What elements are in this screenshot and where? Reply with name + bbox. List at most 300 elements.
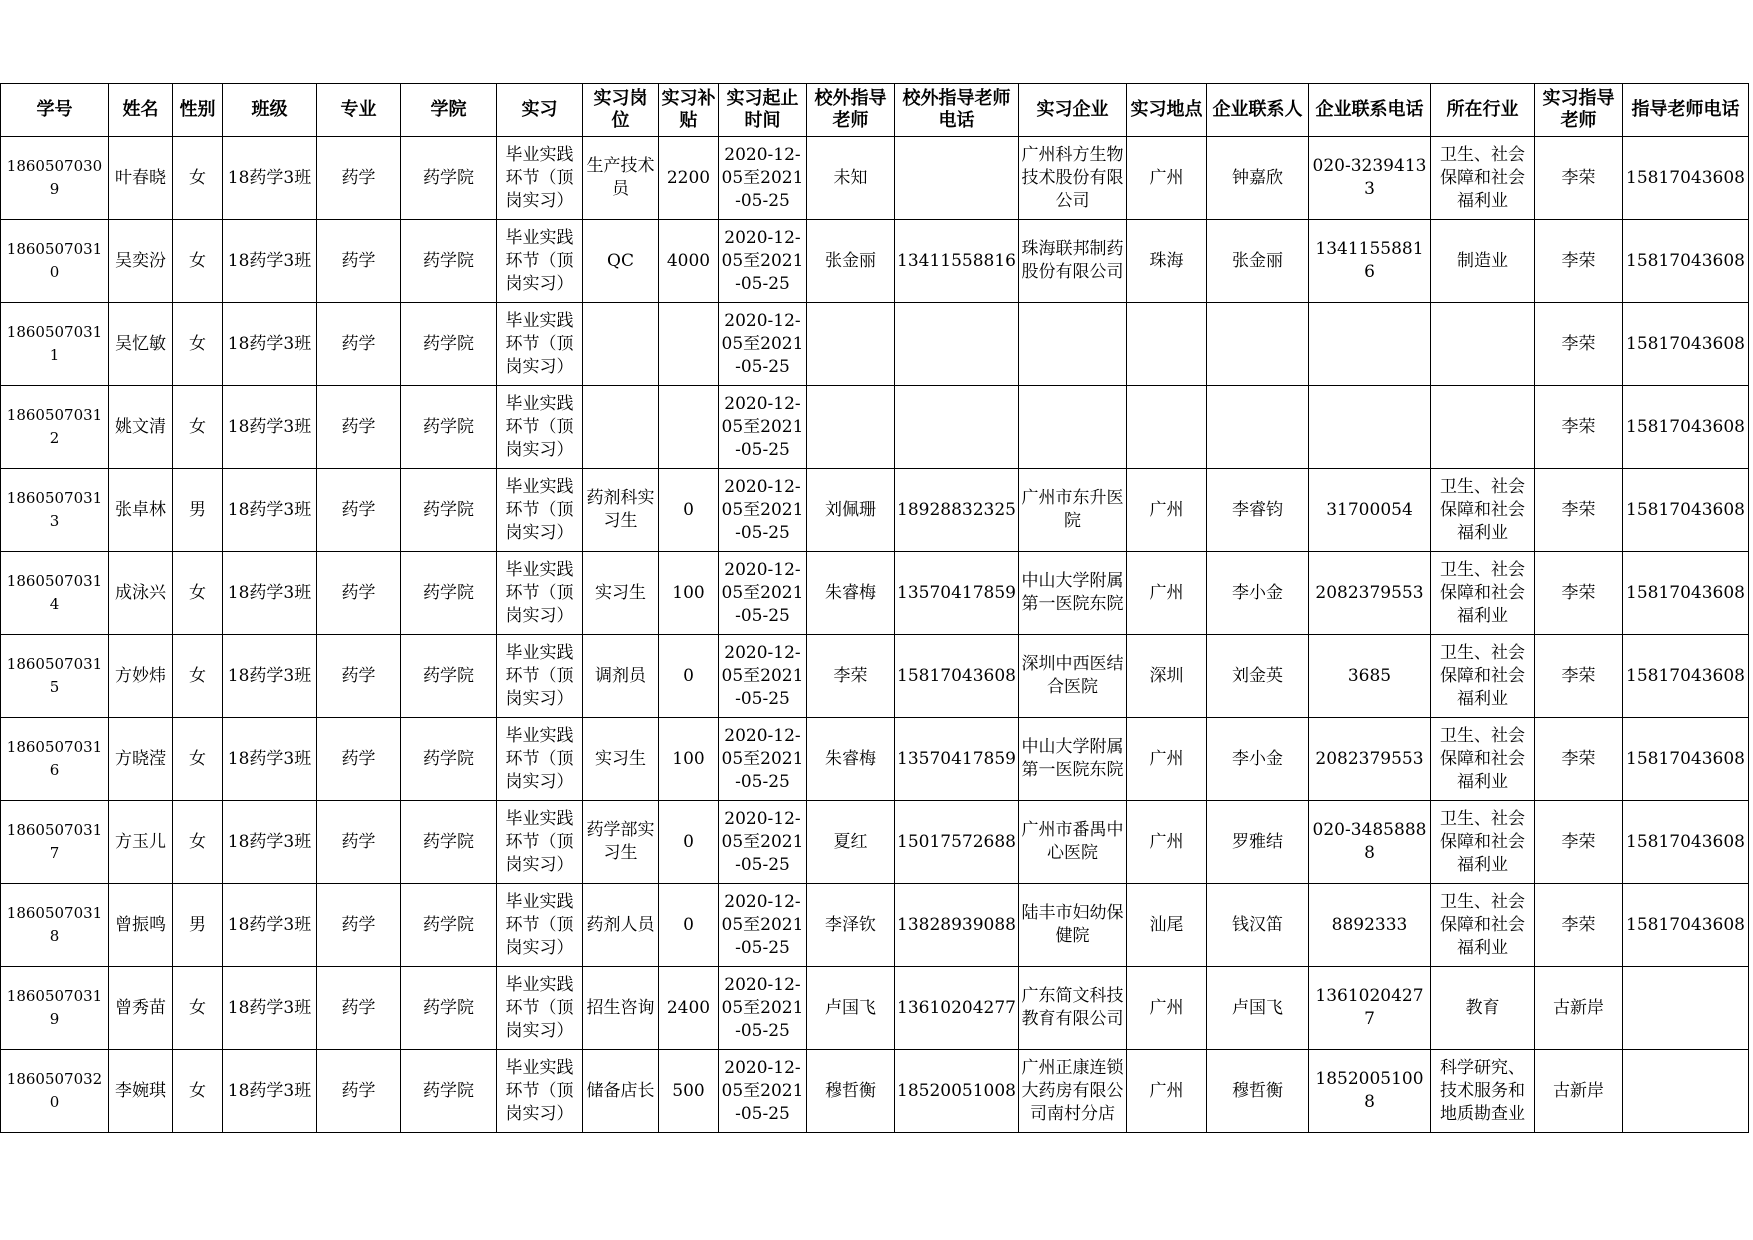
- table-cell: [173, 386, 223, 469]
- table-cell: [583, 801, 659, 884]
- table-cell: [1207, 137, 1309, 220]
- cell-text: 张金丽: [825, 250, 876, 271]
- cell-text: 李荣: [833, 665, 868, 686]
- table-cell: [659, 884, 719, 967]
- table-cell: [317, 801, 401, 884]
- cell-text: 15817043608: [1626, 167, 1745, 188]
- cell-text: 18药学3班: [227, 997, 312, 1018]
- cell-text: 2082379553: [1315, 748, 1424, 769]
- table-cell: [719, 137, 807, 220]
- cell-text: 18药学3班: [227, 665, 312, 686]
- table-cell: [1019, 469, 1127, 552]
- table-cell: [807, 552, 895, 635]
- cell-text: 15817043608: [1626, 665, 1745, 686]
- table-cell: [109, 967, 173, 1050]
- cell-text: 毕业实践环节（顶岗实习）: [505, 559, 574, 626]
- table-cell: [1535, 801, 1623, 884]
- table-cell: [497, 718, 583, 801]
- table-cell: [1, 635, 109, 718]
- table-cell: [1431, 635, 1535, 718]
- table-cell: [1309, 718, 1431, 801]
- table-cell: [1, 220, 109, 303]
- table-cell: [1309, 635, 1431, 718]
- internship-table: [0, 83, 1749, 1133]
- cell-text: 穆哲衡: [1232, 1080, 1283, 1101]
- column-header: 实习企业: [1019, 84, 1127, 137]
- table-cell: [1623, 386, 1749, 469]
- column-header: 学号: [1, 84, 109, 137]
- table-cell: [109, 884, 173, 967]
- table-cell: [1309, 884, 1431, 967]
- cell-text: 18605070317: [6, 821, 103, 862]
- cell-text: 广州科方生物技术股份有限公司: [1021, 144, 1124, 211]
- table-header: [1, 84, 1749, 137]
- cell-text: 18520051008: [897, 1080, 1016, 1101]
- table-cell: [1535, 137, 1623, 220]
- table-cell: [1019, 552, 1127, 635]
- table-cell: [317, 967, 401, 1050]
- cell-text: 药学: [341, 499, 376, 520]
- cell-text: 18520051008: [1315, 1069, 1424, 1112]
- table-cell: [1019, 967, 1127, 1050]
- cell-text: 药学: [341, 665, 376, 686]
- table-cell: [1, 884, 109, 967]
- table-cell: [1207, 635, 1309, 718]
- table-cell: [583, 137, 659, 220]
- table-cell: [1207, 1050, 1309, 1133]
- cell-text: 广州: [1149, 997, 1184, 1018]
- table-cell: [1019, 303, 1127, 386]
- table-cell: [719, 220, 807, 303]
- table-cell: [109, 386, 173, 469]
- table-cell: [401, 635, 497, 718]
- table-cell: [895, 552, 1019, 635]
- column-header: 企业联系电话: [1309, 84, 1431, 137]
- cell-text: 男: [189, 914, 206, 935]
- table-cell: [1207, 303, 1309, 386]
- table-cell: [807, 220, 895, 303]
- table-cell: [109, 1050, 173, 1133]
- table-cell: [895, 137, 1019, 220]
- table-body: [1, 137, 1749, 1133]
- cell-text: 教育: [1465, 997, 1500, 1018]
- cell-text: 2020-12-05至2021-05-25: [721, 310, 804, 377]
- table-cell: [659, 137, 719, 220]
- cell-text: 毕业实践环节（顶岗实习）: [505, 476, 574, 543]
- table-cell: [317, 635, 401, 718]
- cell-text: 15817043608: [1626, 831, 1745, 852]
- cell-text: 女: [189, 582, 206, 603]
- table-cell: [1, 137, 109, 220]
- table-cell: [223, 137, 317, 220]
- table-cell: [317, 718, 401, 801]
- cell-text: 药学: [341, 167, 376, 188]
- table-cell: [583, 552, 659, 635]
- cell-text: 吴忆敏: [115, 333, 166, 354]
- column-header: 实习岗位: [583, 84, 659, 137]
- table-cell: [1309, 469, 1431, 552]
- table-cell: [1, 386, 109, 469]
- table-cell: [223, 469, 317, 552]
- cell-text: 毕业实践环节（顶岗实习）: [505, 393, 574, 460]
- cell-text: 18605070320: [6, 1070, 103, 1111]
- table-cell: [1207, 884, 1309, 967]
- cell-text: 18药学3班: [227, 1080, 312, 1101]
- table-cell: [1127, 1050, 1207, 1133]
- cell-text: 女: [189, 748, 206, 769]
- column-header: 专业: [317, 84, 401, 137]
- cell-text: 18605070316: [6, 738, 103, 779]
- table-cell: [317, 884, 401, 967]
- table-cell: [807, 967, 895, 1050]
- table-cell: [173, 718, 223, 801]
- table-cell: [497, 801, 583, 884]
- cell-text: 13411558816: [1315, 239, 1424, 282]
- table-cell: [497, 635, 583, 718]
- cell-text: 药剂人员: [586, 914, 655, 935]
- table-cell: [1535, 220, 1623, 303]
- table-cell: [1127, 635, 1207, 718]
- table-cell: [497, 469, 583, 552]
- cell-text: 李荣: [1561, 416, 1596, 437]
- cell-text: 毕业实践环节（顶岗实习）: [505, 227, 574, 294]
- cell-text: 药学: [341, 1080, 376, 1101]
- cell-text: 15817043608: [897, 665, 1016, 686]
- cell-text: 卫生、社会保障和社会福利业: [1440, 559, 1525, 626]
- table-cell: [1535, 552, 1623, 635]
- table-cell: [317, 137, 401, 220]
- column-header: 校外指导老师: [807, 84, 895, 137]
- cell-text: 2020-12-05至2021-05-25: [721, 393, 804, 460]
- cell-text: 李荣: [1561, 914, 1596, 935]
- table-cell: [401, 137, 497, 220]
- cell-text: 深圳中西医结合医院: [1021, 654, 1124, 697]
- cell-text: 珠海联邦制药股份有限公司: [1021, 239, 1124, 282]
- cell-text: 2020-12-05至2021-05-25: [721, 974, 804, 1041]
- cell-text: 广州正康连锁大药房有限公司南村分店: [1021, 1057, 1124, 1124]
- table-cell: [583, 635, 659, 718]
- cell-text: 卫生、社会保障和社会福利业: [1440, 891, 1525, 958]
- cell-text: 女: [189, 250, 206, 271]
- table-cell: [1127, 884, 1207, 967]
- cell-text: 生产技术员: [586, 156, 655, 199]
- table-cell: [895, 303, 1019, 386]
- column-header: 实习地点: [1127, 84, 1207, 137]
- cell-text: 李泽钦: [825, 914, 876, 935]
- cell-text: 药学: [341, 416, 376, 437]
- table-cell: [1207, 220, 1309, 303]
- table-cell: [1535, 635, 1623, 718]
- cell-text: 2020-12-05至2021-05-25: [721, 642, 804, 709]
- table-cell: [895, 386, 1019, 469]
- cell-text: 中山大学附属第一医院东院: [1021, 571, 1124, 614]
- cell-text: 李婉琪: [115, 1080, 166, 1101]
- cell-text: 广州: [1149, 499, 1184, 520]
- cell-text: 广州: [1149, 167, 1184, 188]
- table-cell: [1207, 469, 1309, 552]
- table-cell: [497, 137, 583, 220]
- table-cell: [173, 1050, 223, 1133]
- table-cell: [895, 469, 1019, 552]
- cell-text: 2020-12-05至2021-05-25: [721, 725, 804, 792]
- table-cell: [223, 801, 317, 884]
- cell-text: 卫生、社会保障和社会福利业: [1440, 144, 1525, 211]
- cell-text: 18药学3班: [227, 416, 312, 437]
- table-cell: [659, 635, 719, 718]
- cell-text: 药学院: [423, 914, 474, 935]
- cell-text: 药学院: [423, 499, 474, 520]
- column-header: 实习: [497, 84, 583, 137]
- cell-text: 未知: [833, 167, 868, 188]
- table-row: [1, 303, 1749, 386]
- table-cell: [1019, 718, 1127, 801]
- table-cell: [719, 967, 807, 1050]
- table-cell: [1, 303, 109, 386]
- cell-text: 药学院: [423, 665, 474, 686]
- table-cell: [1535, 386, 1623, 469]
- table-row: [1, 635, 1749, 718]
- table-cell: [1623, 1050, 1749, 1133]
- cell-text: 李荣: [1561, 250, 1596, 271]
- cell-text: 药学院: [423, 831, 474, 852]
- cell-text: 广州市东升医院: [1021, 488, 1124, 531]
- table-cell: [1, 552, 109, 635]
- table-row: [1, 137, 1749, 220]
- table-cell: [497, 1050, 583, 1133]
- table-cell: [807, 801, 895, 884]
- table-cell: [173, 635, 223, 718]
- cell-text: 18605070318: [6, 904, 103, 945]
- cell-text: 15817043608: [1626, 250, 1745, 271]
- table-cell: [1127, 469, 1207, 552]
- table-row: [1, 220, 1749, 303]
- table-cell: [1127, 967, 1207, 1050]
- table-cell: [583, 220, 659, 303]
- cell-text: 广州: [1149, 748, 1184, 769]
- cell-text: 毕业实践环节（顶岗实习）: [505, 725, 574, 792]
- cell-text: 13570417859: [897, 748, 1016, 769]
- cell-text: 15817043608: [1626, 748, 1745, 769]
- table-cell: [401, 801, 497, 884]
- cell-text: 100: [672, 582, 705, 603]
- table-cell: [659, 1050, 719, 1133]
- cell-text: 31700054: [1326, 499, 1413, 520]
- cell-text: 李荣: [1561, 499, 1596, 520]
- header-row: [1, 84, 1749, 137]
- table-cell: [659, 801, 719, 884]
- cell-text: 毕业实践环节（顶岗实习）: [505, 1057, 574, 1124]
- cell-text: 药学院: [423, 416, 474, 437]
- table-cell: [895, 801, 1019, 884]
- cell-text: 李荣: [1561, 333, 1596, 354]
- cell-text: 李荣: [1561, 748, 1596, 769]
- cell-text: 实习生: [595, 748, 646, 769]
- cell-text: 18药学3班: [227, 582, 312, 603]
- table-cell: [1535, 469, 1623, 552]
- cell-text: 吴奕汾: [115, 250, 166, 271]
- table-cell: [173, 801, 223, 884]
- table-cell: [807, 137, 895, 220]
- table-cell: [497, 303, 583, 386]
- column-header: 实习起止时间: [719, 84, 807, 137]
- cell-text: 张金丽: [1232, 250, 1283, 271]
- table-cell: [807, 1050, 895, 1133]
- cell-text: 李睿钧: [1232, 499, 1283, 520]
- cell-text: 调剂员: [595, 665, 646, 686]
- table-cell: [1127, 303, 1207, 386]
- cell-text: 18605070315: [6, 655, 103, 696]
- cell-text: 毕业实践环节（顶岗实习）: [505, 974, 574, 1041]
- cell-text: 100: [672, 748, 705, 769]
- cell-text: 汕尾: [1149, 914, 1184, 935]
- cell-text: 8892333: [1331, 914, 1408, 935]
- table-cell: [1431, 303, 1535, 386]
- table-cell: [109, 718, 173, 801]
- cell-text: 方玉儿: [115, 831, 166, 852]
- table-cell: [719, 1050, 807, 1133]
- table-cell: [173, 469, 223, 552]
- table-cell: [1309, 303, 1431, 386]
- table-cell: [1127, 137, 1207, 220]
- table-cell: [223, 552, 317, 635]
- cell-text: 女: [189, 831, 206, 852]
- cell-text: 朱睿梅: [825, 582, 876, 603]
- table-cell: [173, 137, 223, 220]
- table-cell: [1207, 801, 1309, 884]
- cell-text: 2020-12-05至2021-05-25: [721, 559, 804, 626]
- cell-text: 珠海: [1149, 250, 1184, 271]
- cell-text: 古新岸: [1553, 1080, 1604, 1101]
- table-row: [1, 469, 1749, 552]
- cell-text: 0: [683, 914, 694, 935]
- table-cell: [1431, 386, 1535, 469]
- table-cell: [1431, 1050, 1535, 1133]
- table-cell: [223, 884, 317, 967]
- cell-text: 姚文清: [115, 416, 166, 437]
- table-cell: [173, 967, 223, 1050]
- cell-text: 18928832325: [897, 499, 1016, 520]
- cell-text: 18药学3班: [227, 831, 312, 852]
- table-cell: [1431, 220, 1535, 303]
- table-cell: [497, 386, 583, 469]
- table-cell: [109, 469, 173, 552]
- cell-text: 李荣: [1561, 831, 1596, 852]
- table-cell: [1623, 801, 1749, 884]
- cell-text: 制造业: [1457, 250, 1508, 271]
- cell-text: 020-34858888: [1312, 820, 1427, 863]
- cell-text: 药学院: [423, 250, 474, 271]
- cell-text: 毕业实践环节（顶岗实习）: [505, 144, 574, 211]
- cell-text: 18605070311: [6, 323, 103, 364]
- table-cell: [317, 386, 401, 469]
- table-cell: [1019, 884, 1127, 967]
- cell-text: 药学: [341, 250, 376, 271]
- table-cell: [1431, 967, 1535, 1050]
- table-cell: [1127, 220, 1207, 303]
- cell-text: 毕业实践环节（顶岗实习）: [505, 642, 574, 709]
- cell-text: 3685: [1347, 665, 1392, 686]
- cell-text: 2200: [666, 167, 711, 188]
- table-cell: [719, 884, 807, 967]
- cell-text: 2082379553: [1315, 582, 1424, 603]
- table-cell: [109, 635, 173, 718]
- cell-text: 陆丰市妇幼保健院: [1021, 903, 1124, 946]
- table-cell: [1309, 386, 1431, 469]
- table-cell: [401, 1050, 497, 1133]
- cell-text: 卫生、社会保障和社会福利业: [1440, 476, 1525, 543]
- cell-text: 药学: [341, 914, 376, 935]
- table-row: [1, 967, 1749, 1050]
- cell-text: 李小金: [1232, 582, 1283, 603]
- table-cell: [1431, 552, 1535, 635]
- cell-text: 刘金英: [1232, 665, 1283, 686]
- table-cell: [1309, 220, 1431, 303]
- table-cell: [1309, 552, 1431, 635]
- cell-text: 中山大学附属第一医院东院: [1021, 737, 1124, 780]
- cell-text: 药学院: [423, 1080, 474, 1101]
- table-cell: [1623, 469, 1749, 552]
- table-cell: [895, 1050, 1019, 1133]
- cell-text: 女: [189, 416, 206, 437]
- cell-text: 女: [189, 167, 206, 188]
- cell-text: 药学: [341, 997, 376, 1018]
- cell-text: 卫生、社会保障和社会福利业: [1440, 725, 1525, 792]
- table-cell: [583, 303, 659, 386]
- table-cell: [223, 967, 317, 1050]
- column-header: 所在行业: [1431, 84, 1535, 137]
- table-cell: [1, 801, 109, 884]
- cell-text: 钟嘉欣: [1232, 167, 1283, 188]
- cell-text: 15817043608: [1626, 914, 1745, 935]
- table-cell: [1535, 967, 1623, 1050]
- table-cell: [1207, 552, 1309, 635]
- table-cell: [895, 967, 1019, 1050]
- table-cell: [223, 1050, 317, 1133]
- table-cell: [1535, 884, 1623, 967]
- table-cell: [1623, 718, 1749, 801]
- table-cell: [807, 718, 895, 801]
- table-cell: [497, 552, 583, 635]
- table-cell: [1127, 718, 1207, 801]
- cell-text: 广州: [1149, 831, 1184, 852]
- table-cell: [659, 386, 719, 469]
- table-cell: [1019, 220, 1127, 303]
- table-cell: [109, 220, 173, 303]
- table-cell: [895, 718, 1019, 801]
- cell-text: 李荣: [1561, 167, 1596, 188]
- cell-text: 2020-12-05至2021-05-25: [721, 227, 804, 294]
- table-cell: [173, 552, 223, 635]
- cell-text: 18药学3班: [227, 914, 312, 935]
- cell-text: 药学: [341, 333, 376, 354]
- table-cell: [401, 469, 497, 552]
- table-cell: [401, 718, 497, 801]
- table-cell: [1019, 801, 1127, 884]
- table-cell: [659, 552, 719, 635]
- cell-text: 广州市番禺中心医院: [1021, 820, 1124, 863]
- cell-text: 13610204277: [897, 997, 1016, 1018]
- cell-text: 2020-12-05至2021-05-25: [721, 476, 804, 543]
- cell-text: 18药学3班: [227, 167, 312, 188]
- column-header: 企业联系人: [1207, 84, 1309, 137]
- table-cell: [1623, 884, 1749, 967]
- cell-text: 18药学3班: [227, 250, 312, 271]
- cell-text: 广州: [1149, 1080, 1184, 1101]
- table-cell: [317, 552, 401, 635]
- table-cell: [807, 469, 895, 552]
- table-cell: [807, 635, 895, 718]
- table-cell: [1207, 386, 1309, 469]
